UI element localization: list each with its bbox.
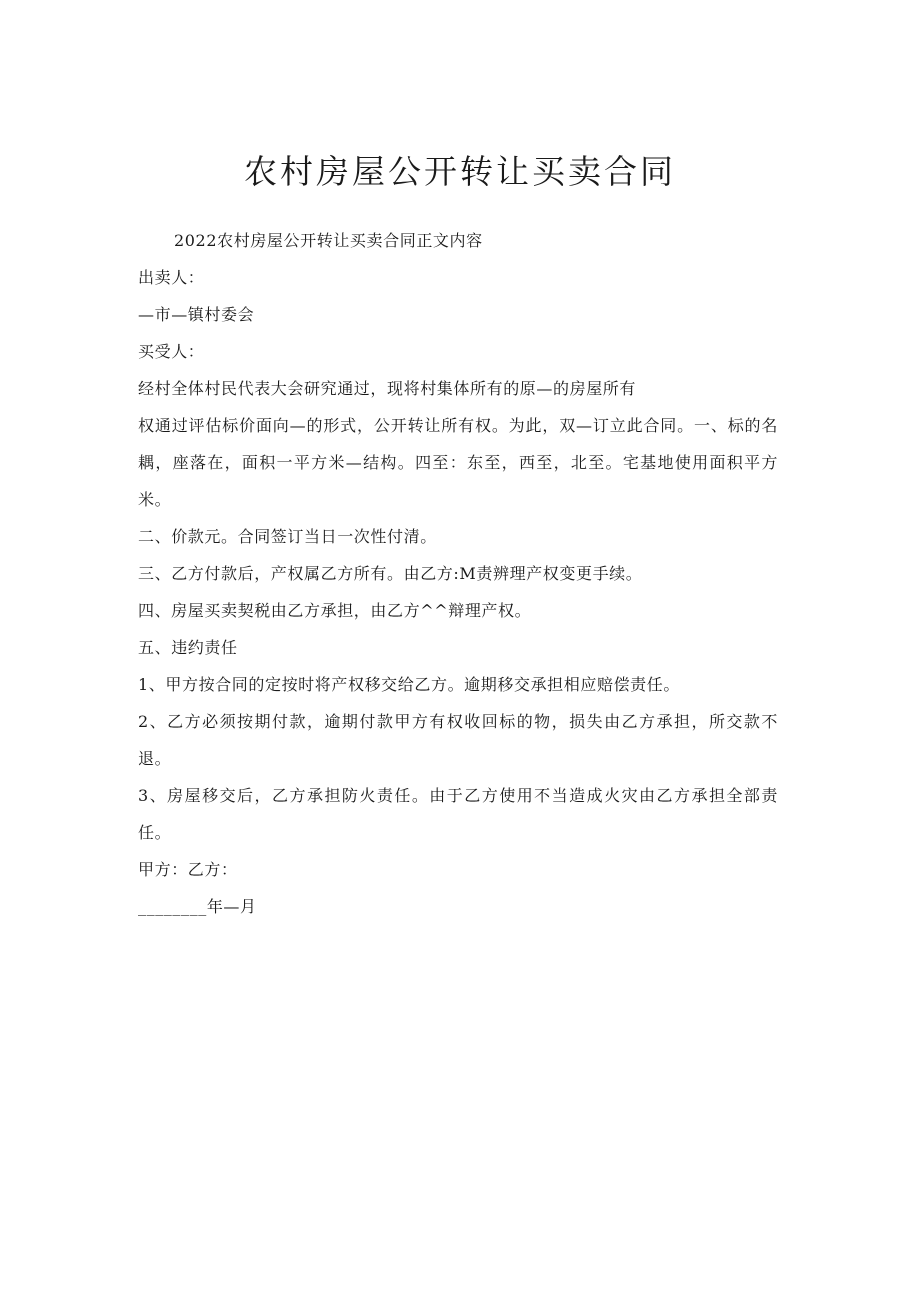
clause-3: 三、乙方付款后，产权属乙方所有。由乙方:M责辨理产权变更手续。 (138, 564, 643, 583)
intro-paragraph-line1: 经村全体村民代表大会研究通过，现将村集体所有的原—的房屋所有 (138, 379, 637, 398)
document-subtitle: 2022农村房屋公开转让买卖合同正文内容 (174, 231, 483, 250)
date-line (138, 888, 778, 925)
date-suffix: 年—月 (206, 897, 257, 916)
seller-value: —市—镇村委会 (138, 305, 255, 324)
buyer-label: 买受人： (138, 342, 205, 361)
document-body (138, 222, 778, 925)
clause-4: 四、房屋买卖契税由乙方承担，由乙方^^辩理产权。 (138, 601, 532, 620)
clause-5-2: 2、乙方必须按期付款，逾期付款甲方有权收回标的物，损失由乙方承担，所交款不退。 (138, 712, 778, 768)
clause-5-heading: 五、违约责任 (138, 638, 238, 657)
date-blank: ________ (138, 897, 207, 916)
seller-label: 出卖人： (138, 268, 205, 287)
signature-line: 甲方：乙方： (138, 860, 238, 879)
clause-5-1: 1、甲方按合同的定按时将产权移交给乙方。逾期移交承担相应赔偿责任。 (138, 675, 680, 694)
document-title: 农村房屋公开转让买卖合同 (244, 152, 676, 191)
intro-paragraph-line2: 权通过评估标价面向—的形式，公开转让所有权。为此，双—订立此合同。一、标的名耦，座落在，面积一平方米—结构。四至：东至，西至，北至。宅基地使用面积平方米。 (138, 416, 778, 509)
clause-2: 二、价款元。合同签订当日一次性付清。 (138, 527, 437, 546)
clause-5-3: 3、房屋移交后，乙方承担防火责任。由于乙方使用不当造成火灾由乙方承担全部责任。 (138, 786, 778, 842)
